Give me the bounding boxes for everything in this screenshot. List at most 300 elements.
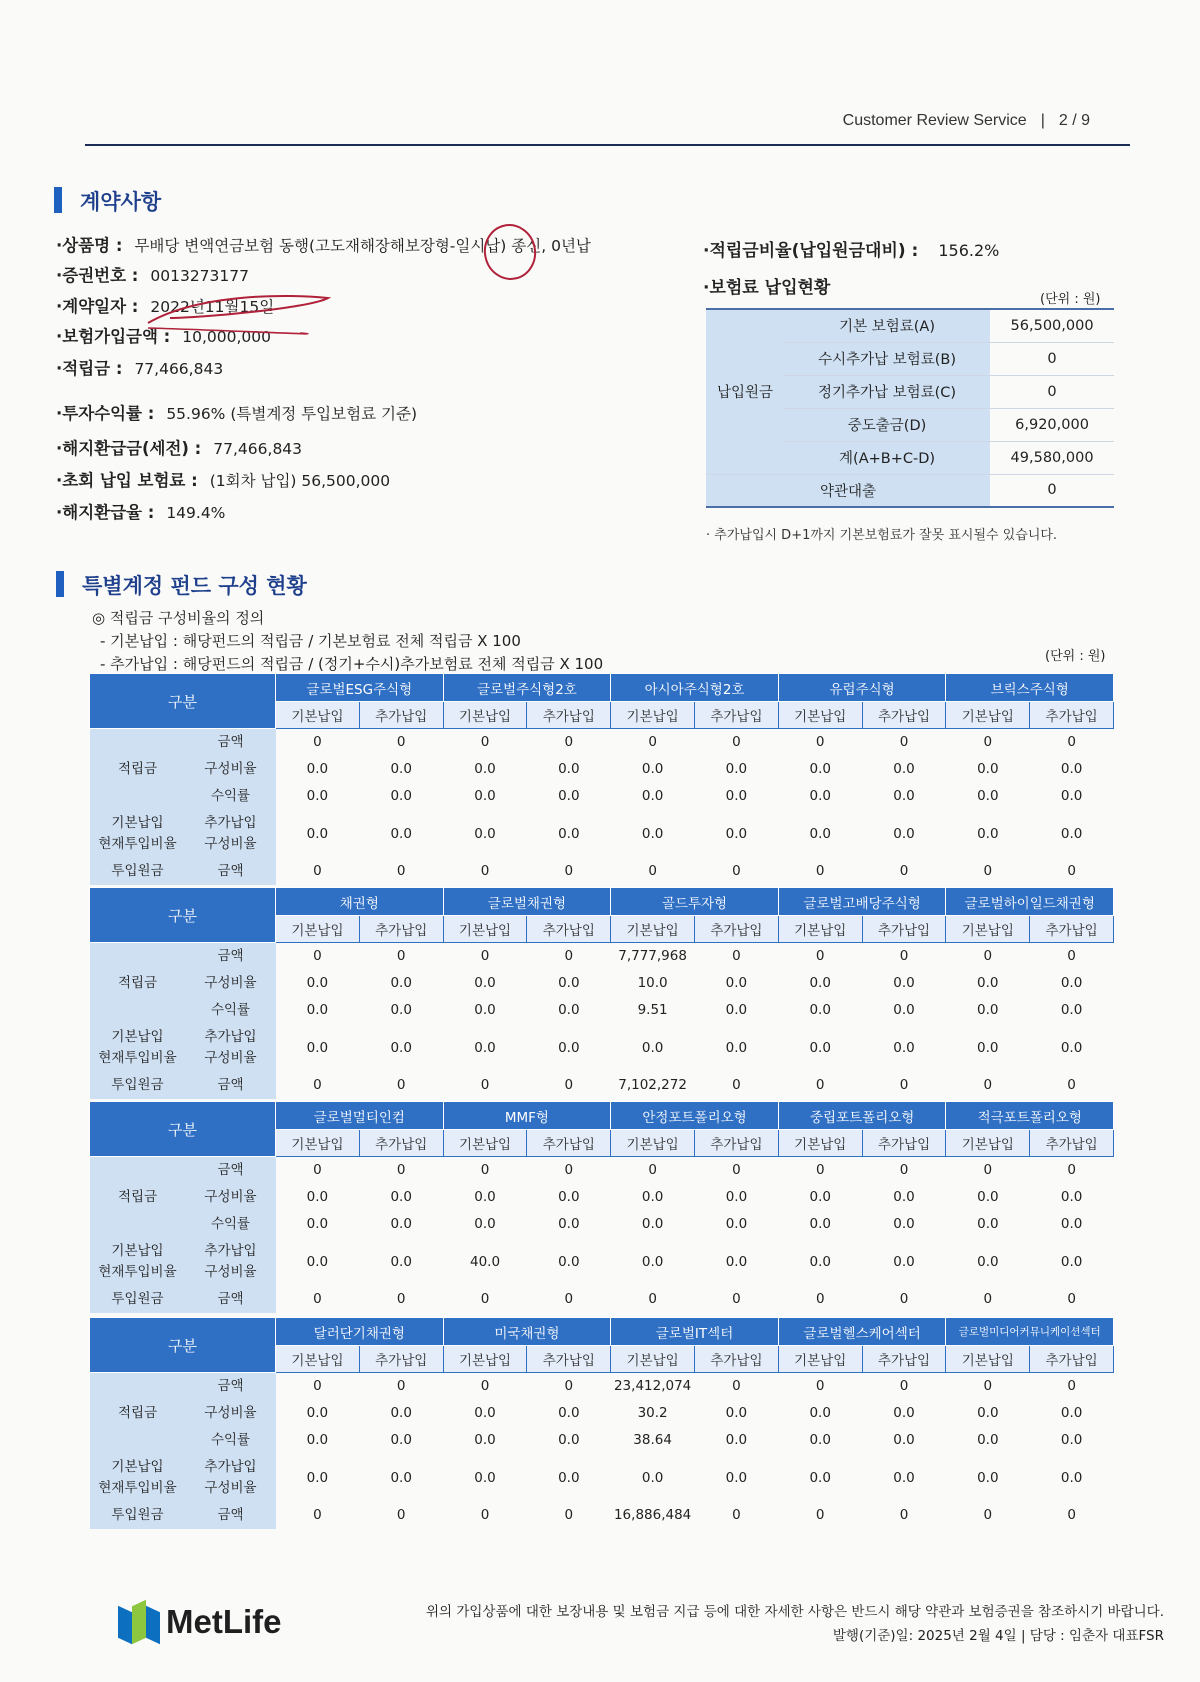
table-cell: 0.0 <box>946 1454 1030 1502</box>
sub-basic-header: 기본납입 <box>276 916 360 943</box>
table-cell: 0 <box>778 1072 862 1099</box>
table-cell: 0.0 <box>862 1211 946 1238</box>
sub-extra-header: 추가납입 <box>359 916 443 943</box>
table-cell: 0.0 <box>611 810 695 858</box>
sub-extra-header: 추가납입 <box>1030 702 1114 729</box>
table-cell: 30.2 <box>611 1400 695 1427</box>
table-cell: 0 <box>695 943 779 970</box>
table-cell: 0 <box>276 1286 360 1313</box>
contract-value: (1회차 납입) 56,500,000 <box>209 472 391 490</box>
fund-name: 글로벌채권형 <box>443 888 611 916</box>
table-cell: 0.0 <box>695 1184 779 1211</box>
fund-header-row <box>90 888 1114 916</box>
table-cell: 0 <box>359 1157 443 1184</box>
table-cell: 0.0 <box>443 756 527 783</box>
table-cell: 0 <box>778 1502 862 1529</box>
table-row <box>90 1427 1114 1454</box>
table-cell: 0.0 <box>527 1211 611 1238</box>
sub-basic-header: 기본납입 <box>276 702 360 729</box>
table-cell: 0.0 <box>695 997 779 1024</box>
table-cell: 0.0 <box>862 997 946 1024</box>
table-row <box>90 1024 1114 1072</box>
table-cell: 0 <box>1030 858 1114 885</box>
metlife-logo <box>118 1602 282 1642</box>
contract-row <box>56 435 302 459</box>
table-cell: 0.0 <box>946 783 1030 810</box>
row-label: 금액 <box>186 1072 276 1099</box>
table-cell: 0.0 <box>1030 810 1114 858</box>
table-cell: 0.0 <box>862 970 946 997</box>
payment-key: 약관대출 <box>706 474 990 507</box>
row-label: 금액 <box>186 1286 276 1313</box>
sub-basic-header: 기본납입 <box>611 1346 695 1373</box>
table-cell: 0 <box>611 1286 695 1313</box>
sub-extra-header: 추가납입 <box>1030 1346 1114 1373</box>
sub-extra-header: 추가납입 <box>359 1346 443 1373</box>
service-name: Customer Review Service <box>842 112 1027 129</box>
table-cell: 7,102,272 <box>611 1072 695 1099</box>
table-cell: 0.0 <box>695 970 779 997</box>
payment-unit: (단위 : 원) <box>1040 292 1101 307</box>
table-cell: 0.0 <box>527 810 611 858</box>
table-cell: 0.0 <box>862 810 946 858</box>
fund-name: 미국채권형 <box>443 1318 611 1346</box>
sub-extra-header: 추가납입 <box>695 1346 779 1373</box>
table-cell: 0 <box>1030 729 1114 756</box>
table-cell: 0 <box>1030 1373 1114 1400</box>
table-cell: 0 <box>527 1286 611 1313</box>
brand-name: MetLife <box>166 1603 282 1640</box>
table-cell: 0 <box>862 1072 946 1099</box>
sub-extra-header: 추가납입 <box>695 702 779 729</box>
table-cell: 0 <box>778 1157 862 1184</box>
header-right <box>843 112 1090 130</box>
table-cell: 0.0 <box>359 970 443 997</box>
table-cell: 0.0 <box>527 1024 611 1072</box>
table-cell: 0.0 <box>276 783 360 810</box>
table-cell: 0.0 <box>778 1024 862 1072</box>
sub-extra-header: 추가납입 <box>862 916 946 943</box>
table-cell: 0 <box>862 1373 946 1400</box>
table-cell: 0.0 <box>359 1238 443 1286</box>
payment-group-label: 납입원금 <box>706 309 784 474</box>
row-label: 금액 <box>186 729 276 756</box>
sub-basic-header: 기본납입 <box>443 916 527 943</box>
table-cell: 0 <box>778 943 862 970</box>
row-group-label: 적립금 <box>90 943 186 1024</box>
fund-note-line: - 추가납입 : 해당펀드의 적립금 / (정기+수시)추가보험료 전체 적립금 X 100 <box>100 655 604 673</box>
contract-value: 55.96% (특별계정 투입보험료 기준) <box>166 405 417 423</box>
contract-row <box>56 293 274 317</box>
metlife-logo-mark <box>118 1603 160 1641</box>
payment-value: 0 <box>990 474 1114 507</box>
table-cell: 0.0 <box>862 1427 946 1454</box>
table-cell: 0 <box>527 858 611 885</box>
sub-basic-header: 기본납입 <box>946 702 1030 729</box>
table-cell: 0 <box>695 1157 779 1184</box>
table-cell: 0 <box>946 943 1030 970</box>
fund-table <box>89 673 1114 885</box>
table-cell: 0 <box>695 858 779 885</box>
table-cell: 0.0 <box>946 756 1030 783</box>
table-cell: 0 <box>695 729 779 756</box>
table-cell: 0 <box>695 1072 779 1099</box>
table-cell: 0.0 <box>276 1400 360 1427</box>
table-cell: 0.0 <box>946 1211 1030 1238</box>
table-cell: 0 <box>527 1072 611 1099</box>
table-cell: 0.0 <box>359 1454 443 1502</box>
table-cell: 0.0 <box>695 810 779 858</box>
payment-note: · 추가납입시 D+1까지 기본보험료가 잘못 표시될수 있습니다. <box>706 528 1058 543</box>
fund-name: 글로벌ESG주식형 <box>276 674 444 702</box>
row-group-label: 투입원금 <box>90 858 186 885</box>
table-cell: 0.0 <box>276 1024 360 1072</box>
contract-value: 77,466,843 <box>134 360 224 378</box>
table-cell: 0.0 <box>946 997 1030 1024</box>
table-cell: 0.0 <box>1030 1400 1114 1427</box>
table-cell: 0.0 <box>946 1400 1030 1427</box>
contract-row <box>56 323 271 347</box>
table-cell: 0 <box>862 858 946 885</box>
table-cell: 0 <box>443 1502 527 1529</box>
fund-header-row <box>90 1102 1114 1130</box>
sub-basic-header: 기본납입 <box>946 916 1030 943</box>
table-cell: 0.0 <box>276 1454 360 1502</box>
table-cell: 0.0 <box>778 970 862 997</box>
table-cell: 0.0 <box>778 1427 862 1454</box>
table-cell: 0 <box>443 1286 527 1313</box>
table-cell: 0 <box>778 858 862 885</box>
fund-name: 안정포트폴리오형 <box>611 1102 779 1130</box>
table-cell: 0.0 <box>946 1238 1030 1286</box>
table-cell: 0.0 <box>1030 1024 1114 1072</box>
table-cell: 0 <box>359 858 443 885</box>
contract-label: ·해지환급금(세전) : <box>56 439 202 458</box>
table-cell: 0.0 <box>359 1184 443 1211</box>
table-cell: 0 <box>946 729 1030 756</box>
row-group-label: 기본납입 현재투입비율 <box>90 810 186 858</box>
payment-value: 0 <box>990 342 1114 375</box>
sub-basic-header: 기본납입 <box>778 1346 862 1373</box>
table-row <box>90 1157 1114 1184</box>
table-cell: 0 <box>946 1072 1030 1099</box>
sub-extra-header: 추가납입 <box>359 702 443 729</box>
table-cell: 0.0 <box>1030 1427 1114 1454</box>
table-cell: 16,886,484 <box>611 1502 695 1529</box>
table-cell: 0.0 <box>359 1024 443 1072</box>
sub-extra-header: 추가납입 <box>1030 1130 1114 1157</box>
accum-ratio <box>703 236 999 261</box>
contract-value: 무배당 변액연금보험 동행(고도재해장해보장형-일시납) 종신, 0년납 <box>134 237 591 255</box>
table-cell: 0 <box>695 1373 779 1400</box>
table-cell: 0 <box>443 943 527 970</box>
contract-label: ·상품명 : <box>56 236 123 255</box>
payment-table <box>706 308 1114 508</box>
table-cell: 0.0 <box>611 1024 695 1072</box>
table-cell: 0.0 <box>276 1211 360 1238</box>
table-cell: 0 <box>862 943 946 970</box>
gubun-header: 구분 <box>90 1318 276 1373</box>
footer-issue: 발행(기준)일: 2025년 2월 4일 | 담당 : 임춘자 대표FSR <box>832 1628 1164 1644</box>
table-cell: 0.0 <box>946 810 1030 858</box>
table-cell: 0 <box>443 1157 527 1184</box>
contract-row <box>56 400 417 424</box>
contract-value: 2022년11월15일 <box>150 298 275 316</box>
table-cell: 0.0 <box>695 756 779 783</box>
row-label: 추가납입 구성비율 <box>186 810 276 858</box>
table-cell: 0.0 <box>443 1211 527 1238</box>
table-cell: 0 <box>611 1157 695 1184</box>
table-cell: 0 <box>527 943 611 970</box>
table-cell: 0.0 <box>359 997 443 1024</box>
payment-value: 49,580,000 <box>990 441 1114 474</box>
fund-header-row <box>90 1318 1114 1346</box>
row-group-label: 적립금 <box>90 729 186 810</box>
table-cell: 10.0 <box>611 970 695 997</box>
table-cell: 0.0 <box>778 1211 862 1238</box>
fund-section-title: 특별계정 펀드 구성 현황 <box>56 570 307 600</box>
table-row <box>90 858 1114 885</box>
row-group-label: 투입원금 <box>90 1072 186 1099</box>
table-cell: 0.0 <box>695 1238 779 1286</box>
payment-value: 56,500,000 <box>990 309 1114 342</box>
table-cell: 0.0 <box>443 1400 527 1427</box>
table-cell: 0 <box>527 729 611 756</box>
table-cell: 0.0 <box>443 783 527 810</box>
contract-row <box>56 499 225 523</box>
table-cell: 0.0 <box>276 756 360 783</box>
contract-row <box>56 467 390 491</box>
fund-name: 글로벌미디어커뮤니케이션섹터 <box>946 1318 1114 1346</box>
row-group-label: 투입원금 <box>90 1502 186 1529</box>
payment-key: 수시추가납 보험료(B) <box>784 342 990 375</box>
fund-name: 적극포트폴리오형 <box>946 1102 1114 1130</box>
contract-label: ·적립금 : <box>56 359 123 378</box>
page-header <box>85 108 1130 146</box>
table-cell: 0 <box>359 729 443 756</box>
contract-row <box>56 232 591 256</box>
table-cell: 0.0 <box>1030 756 1114 783</box>
table-cell: 0.0 <box>359 1211 443 1238</box>
sub-basic-header: 기본납입 <box>778 1130 862 1157</box>
table-cell: 0.0 <box>443 1024 527 1072</box>
fund-table <box>89 1101 1114 1313</box>
payment-key: 중도출금(D) <box>784 408 990 441</box>
contract-section-title: 계약사항 <box>54 186 161 216</box>
sub-basic-header: 기본납입 <box>443 1130 527 1157</box>
payment-value: 0 <box>990 375 1114 408</box>
table-cell: 0 <box>1030 1286 1114 1313</box>
row-group-label: 투입원금 <box>90 1286 186 1313</box>
fund-note-line: ◎ 적립금 구성비율의 정의 <box>92 609 265 627</box>
payment-title: ·보험료 납입현황 <box>703 278 831 298</box>
table-cell: 0 <box>1030 1072 1114 1099</box>
table-cell: 0 <box>359 943 443 970</box>
fund-name: 브릭스주식형 <box>946 674 1114 702</box>
table-cell: 0.0 <box>527 1238 611 1286</box>
contract-label: ·계약일자 : <box>56 297 139 316</box>
fund-name: 아시아주식형2호 <box>611 674 779 702</box>
table-row <box>90 1072 1114 1099</box>
row-label: 구성비율 <box>186 1184 276 1211</box>
table-cell: 0.0 <box>276 1238 360 1286</box>
gubun-header: 구분 <box>90 674 276 729</box>
fund-name: 골드투자형 <box>611 888 779 916</box>
gubun-header: 구분 <box>90 1102 276 1157</box>
table-cell: 0 <box>443 1373 527 1400</box>
table-cell: 0 <box>862 1502 946 1529</box>
table-cell: 0.0 <box>1030 783 1114 810</box>
table-cell: 0 <box>527 1373 611 1400</box>
fund-notes <box>92 607 603 676</box>
table-cell: 0 <box>443 858 527 885</box>
row-label: 구성비율 <box>186 756 276 783</box>
row-label: 금액 <box>186 1502 276 1529</box>
sub-basic-header: 기본납입 <box>946 1130 1030 1157</box>
table-cell: 0.0 <box>778 1238 862 1286</box>
sub-extra-header: 추가납입 <box>527 702 611 729</box>
table-cell: 0.0 <box>778 1400 862 1427</box>
sub-basic-header: 기본납입 <box>443 702 527 729</box>
table-cell: 0.0 <box>862 1454 946 1502</box>
table-cell: 0 <box>276 858 360 885</box>
table-row <box>90 729 1114 756</box>
contract-label: ·투자수익률 : <box>56 404 155 423</box>
footer-text <box>426 1600 1164 1648</box>
sub-extra-header: 추가납입 <box>359 1130 443 1157</box>
table-cell: 0 <box>527 1502 611 1529</box>
table-cell: 0.0 <box>359 783 443 810</box>
fund-name: MMF형 <box>443 1102 611 1130</box>
table-cell: 0 <box>611 729 695 756</box>
row-group-label: 적립금 <box>90 1373 186 1454</box>
fund-name: 글로벌주식형2호 <box>443 674 611 702</box>
fund-name: 달러단기채권형 <box>276 1318 444 1346</box>
table-cell: 0.0 <box>611 783 695 810</box>
sub-extra-header: 추가납입 <box>695 1130 779 1157</box>
table-cell: 0 <box>695 1286 779 1313</box>
table-cell: 0.0 <box>527 970 611 997</box>
table-cell: 0.0 <box>778 997 862 1024</box>
table-cell: 0.0 <box>527 1427 611 1454</box>
table-cell: 40.0 <box>443 1238 527 1286</box>
table-cell: 0 <box>276 729 360 756</box>
fund-name: 유럽주식형 <box>778 674 946 702</box>
table-cell: 0.0 <box>527 756 611 783</box>
table-cell: 0 <box>276 1072 360 1099</box>
table-cell: 0.0 <box>695 1400 779 1427</box>
sub-extra-header: 추가납입 <box>1030 916 1114 943</box>
row-group-label: 기본납입 현재투입비율 <box>90 1238 186 1286</box>
table-cell: 0.0 <box>695 1024 779 1072</box>
table-cell: 0.0 <box>443 1427 527 1454</box>
row-label: 추가납입 구성비율 <box>186 1454 276 1502</box>
table-cell: 0.0 <box>946 1024 1030 1072</box>
row-label: 구성비율 <box>186 1400 276 1427</box>
row-label: 금액 <box>186 858 276 885</box>
contract-value: 0013273177 <box>150 267 249 285</box>
table-cell: 0 <box>359 1286 443 1313</box>
table-cell: 0.0 <box>276 1427 360 1454</box>
table-cell: 0 <box>359 1373 443 1400</box>
fund-name: 글로벌IT섹터 <box>611 1318 779 1346</box>
table-cell: 0.0 <box>443 997 527 1024</box>
contract-label: ·초회 납입 보험료 : <box>56 471 198 490</box>
row-group-label: 적립금 <box>90 1157 186 1238</box>
sub-extra-header: 추가납입 <box>695 916 779 943</box>
table-cell: 0.0 <box>611 756 695 783</box>
table-cell: 0.0 <box>778 783 862 810</box>
table-cell: 0 <box>946 858 1030 885</box>
table-cell: 0 <box>443 1072 527 1099</box>
table-row <box>706 309 1114 342</box>
table-cell: 0.0 <box>276 810 360 858</box>
table-cell: 0.0 <box>611 1184 695 1211</box>
table-cell: 0.0 <box>1030 1211 1114 1238</box>
table-cell: 0.0 <box>695 1427 779 1454</box>
table-cell: 0 <box>443 729 527 756</box>
table-cell: 38.64 <box>611 1427 695 1454</box>
row-group-label: 기본납입 현재투입비율 <box>90 1024 186 1072</box>
table-cell: 0 <box>946 1286 1030 1313</box>
table-cell: 0.0 <box>946 970 1030 997</box>
sub-extra-header: 추가납입 <box>862 702 946 729</box>
table-cell: 0.0 <box>1030 1184 1114 1211</box>
table-row <box>706 474 1114 507</box>
table-cell: 0.0 <box>862 1184 946 1211</box>
table-row <box>90 1373 1114 1400</box>
table-cell: 0.0 <box>862 1238 946 1286</box>
table-cell: 0.0 <box>443 1454 527 1502</box>
table-cell: 0 <box>862 1157 946 1184</box>
fund-header-row <box>90 674 1114 702</box>
row-label: 추가납입 구성비율 <box>186 1238 276 1286</box>
table-cell: 0 <box>862 1286 946 1313</box>
contract-value: 149.4% <box>166 504 226 522</box>
table-cell: 0.0 <box>862 1024 946 1072</box>
table-cell: 7,777,968 <box>611 943 695 970</box>
table-cell: 0.0 <box>359 1427 443 1454</box>
contract-value: 77,466,843 <box>213 440 303 458</box>
sub-extra-header: 추가납입 <box>862 1130 946 1157</box>
row-label: 수익률 <box>186 1427 276 1454</box>
contract-label: ·해지환급율 : <box>56 503 155 522</box>
table-cell: 0.0 <box>862 783 946 810</box>
table-cell: 0.0 <box>695 1211 779 1238</box>
table-cell: 0 <box>695 1502 779 1529</box>
table-cell: 0 <box>778 1373 862 1400</box>
sub-basic-header: 기본납입 <box>276 1130 360 1157</box>
table-row <box>90 1211 1114 1238</box>
table-cell: 0.0 <box>695 783 779 810</box>
table-cell: 0.0 <box>276 1184 360 1211</box>
table-cell: 0.0 <box>276 970 360 997</box>
table-cell: 0.0 <box>359 810 443 858</box>
fund-name: 채권형 <box>276 888 444 916</box>
page-number: 2 / 9 <box>1058 112 1090 129</box>
table-row <box>90 970 1114 997</box>
table-cell: 0.0 <box>443 970 527 997</box>
table-cell: 0.0 <box>1030 970 1114 997</box>
table-cell: 0.0 <box>778 756 862 783</box>
row-label: 추가납입 구성비율 <box>186 1024 276 1072</box>
fund-note-line: - 기본납입 : 해당펀드의 적립금 / 기본보험료 전체 적립금 X 100 <box>100 632 521 650</box>
contract-label: ·증권번호 : <box>56 266 139 285</box>
fund-name: 글로벌하이일드채권형 <box>946 888 1114 916</box>
table-cell: 0 <box>276 943 360 970</box>
table-cell: 0.0 <box>778 1454 862 1502</box>
table-cell: 0 <box>778 729 862 756</box>
